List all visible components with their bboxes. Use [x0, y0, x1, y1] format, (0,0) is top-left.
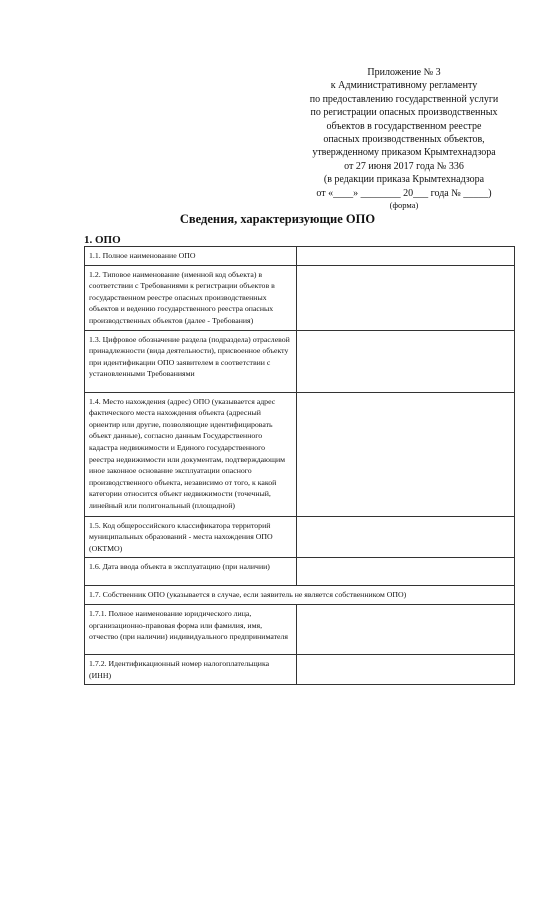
field-label: 1.6. Дата ввода объекта в эксплуатацию (при наличии)	[85, 558, 297, 586]
table-row	[85, 586, 515, 605]
form-label: (форма)	[389, 200, 419, 211]
header-line: Приложение № 3	[367, 67, 441, 78]
table-row	[85, 330, 515, 392]
header-line: по предоставлению государственной услуги	[309, 93, 499, 105]
header-line: по регистрации опасных производственных	[310, 107, 498, 119]
field-label: 1.1. Полное наименование ОПО	[85, 247, 297, 266]
header-line: (в редакции приказа Крымтехнадзора	[323, 174, 485, 186]
header-line: объектов в государственном реестре	[326, 120, 482, 132]
table-row	[85, 392, 515, 516]
field-label: 1.7.2. Идентификационный номер налогоплательщика (ИНН)	[85, 654, 297, 684]
field-label: 1.5. Код общероссийского классификатора территорий муниципальных образований - места нахождения ОПО (ОКТМО)	[85, 516, 297, 558]
opo-info-table	[84, 246, 515, 685]
header-line: от «____» ________ 20___ года № _____)	[316, 187, 492, 199]
section-heading: 1. ОПО	[84, 234, 121, 246]
field-value[interactable]	[297, 247, 515, 266]
header-line: к Административному регламенту	[330, 80, 478, 92]
header-line: опасных производственных объектов,	[323, 134, 485, 146]
document-title: Сведения, характеризующие ОПО	[179, 212, 376, 226]
table-row	[85, 265, 515, 330]
appendix-header	[270, 66, 538, 211]
field-label: 1.4. Место нахождения (адрес) ОПО (указывается адрес фактического места нахождения объекта (адресный ориентир или другие, позволяющие идентифицировать объект данные), согласно данным Государственного кадастра недвижимости и Единого государственного реестра недвижимости или документам, подтверждающим иное законное основание эксплуатации опасного производственного объекта, независимо от того, к какой категории относится объект недвижимости (точечный, линейный или полигональный (площадной)	[85, 392, 297, 516]
field-value[interactable]	[297, 558, 515, 586]
field-label: 1.2. Типовое наименование (именной код объекта) в соответствии с Требованиями к регистрации объектов в государственном реестре опасных производственных объектов и ведению государственного реестра опасных производственных объектов (далее - Требования)	[85, 265, 297, 330]
field-value[interactable]	[297, 516, 515, 558]
table-row	[85, 558, 515, 586]
table-row	[85, 247, 515, 266]
table-row	[85, 654, 515, 684]
field-label: 1.3. Цифровое обозначение раздела (подраздела) отраслевой принадлежности (вида деятельности), присвоенное объекту при идентификации ОПО заявителем в соответствии с установленными Требованиями	[85, 330, 297, 392]
field-label: 1.7. Собственник ОПО (указывается в случае, если заявитель не является собственником ОПО)	[85, 586, 515, 605]
table-row	[85, 516, 515, 558]
field-value[interactable]	[297, 330, 515, 392]
field-value[interactable]	[297, 654, 515, 684]
field-value[interactable]	[297, 392, 515, 516]
field-value[interactable]	[297, 604, 515, 654]
field-label: 1.7.1. Полное наименование юридического лица, организационно-правовая форма или фамилия, имя, отчество (при наличии) индивидуального предпринимателя	[85, 604, 297, 654]
table-row	[85, 604, 515, 654]
field-value[interactable]	[297, 265, 515, 330]
header-line: от 27 июня 2017 года № 336	[344, 160, 464, 172]
header-line: утвержденному приказом Крымтехнадзора	[312, 147, 496, 159]
